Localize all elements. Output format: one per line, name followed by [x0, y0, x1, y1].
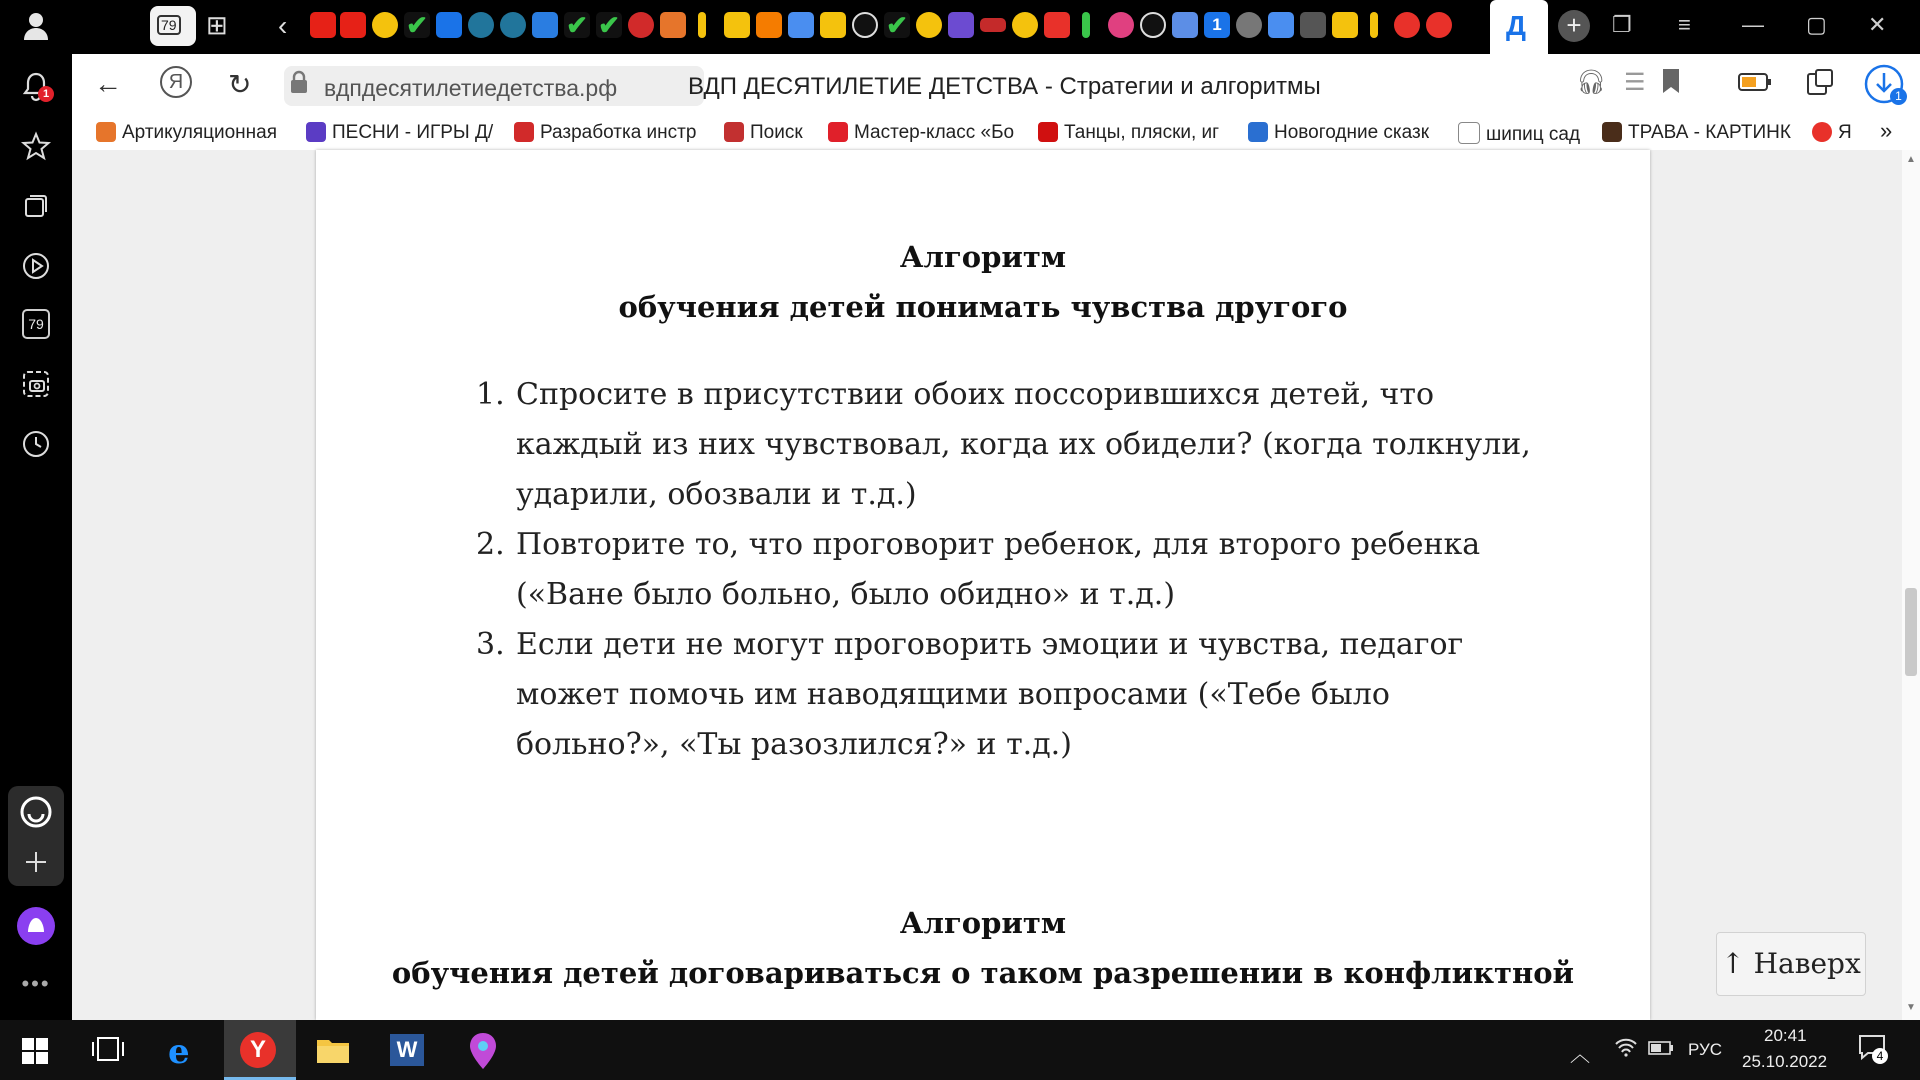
page-viewport [72, 150, 1916, 1020]
add-panel-plus-icon[interactable] [14, 840, 58, 884]
tab-wordpress-icon[interactable] [468, 12, 494, 38]
minimize-icon[interactable]: — [1742, 12, 1764, 37]
bookmark-item[interactable]: Артикуляционная [96, 122, 296, 144]
reload-icon[interactable]: ↻ [228, 69, 252, 100]
bookmark-item[interactable]: Мастер-класс «Бо [828, 122, 1016, 144]
bookmark-item[interactable]: Танцы, пляски, иг [1038, 122, 1226, 144]
word-app-icon[interactable]: W [390, 1034, 424, 1066]
bookmark-favicon-icon [1602, 122, 1622, 142]
tab-t-icon[interactable] [852, 12, 878, 38]
tab-youtube-icon[interactable] [340, 12, 366, 38]
clock-date[interactable]: 25.10.2022 [1742, 1052, 1828, 1071]
list-item: 2. Повторите то, что проговорит ребенок, для второго ребенка («Ване было больно, было обидно» и т.д.) [476, 527, 1481, 612]
bookmark-favicon-icon [828, 122, 848, 142]
bookmark-item[interactable]: Я [1812, 122, 1860, 144]
tab-check-icon[interactable]: ✔ [564, 12, 590, 38]
new-tab-group-icon[interactable]: ⊞ [206, 10, 228, 40]
tab-pizza-icon[interactable] [660, 12, 686, 38]
tab-flower-icon[interactable] [1108, 12, 1134, 38]
edge-browser-icon[interactable]: e [168, 1032, 190, 1072]
list-item: 1. Спросите в присутствии обоих поссорившихся детей, что каждый из них чувствовал, когда их обидели? (когда толкнули, ударили, обозвали и т.д.) [476, 377, 1531, 512]
bookmark-favicon-icon [514, 122, 534, 142]
lock-icon[interactable] [290, 70, 308, 100]
bookmark-item[interactable]: ТРАВА - КАРТИНК [1602, 122, 1782, 144]
tab-info-icon[interactable] [698, 12, 706, 38]
tray-chevron-up-icon[interactable]: ︿ [1570, 1044, 1590, 1066]
tab-wave-icon[interactable] [532, 12, 558, 38]
tab-image-icon[interactable] [724, 12, 750, 38]
tab-calendar-icon[interactable] [1044, 12, 1070, 38]
notifications-bell-icon[interactable] [14, 64, 58, 108]
bookmarks-overflow-icon[interactable]: » [1880, 118, 1893, 143]
headphones-icon[interactable]: 🎧︎ [1576, 69, 1607, 96]
maximize-icon[interactable]: ▢ [1806, 12, 1827, 37]
tab-t-icon[interactable] [1140, 12, 1166, 38]
article-sheet [316, 150, 1650, 1020]
bookmark-favicon-icon [306, 122, 326, 142]
algorithm-steps-list [476, 370, 1536, 770]
file-explorer-folder-icon[interactable] [316, 1036, 350, 1072]
new-tab-plus-icon[interactable]: + [1558, 10, 1590, 42]
tab-check-icon[interactable]: ✔ [404, 12, 430, 38]
tabs-counter-icon[interactable]: 79 [14, 302, 58, 346]
close-window-icon[interactable]: ✕ [1868, 12, 1887, 37]
video-play-icon[interactable] [14, 244, 58, 288]
bookmark-favicon-icon [724, 122, 744, 142]
window-tabs-icon[interactable]: ❐ [1612, 12, 1632, 37]
tab-image-icon[interactable] [1332, 12, 1358, 38]
alice-loop-icon[interactable] [14, 790, 58, 834]
bookmarks-bar [72, 118, 1920, 150]
wifi-icon[interactable] [1614, 1036, 1638, 1063]
screenshot-camera-icon[interactable] [14, 362, 58, 406]
tab-number-one-icon[interactable]: 1 [1204, 12, 1230, 38]
scroll-down-arrow-icon[interactable]: ▼ [1906, 1002, 1916, 1013]
tab-strip [72, 0, 1920, 54]
bookmark-item[interactable]: ПЕСНИ - ИГРЫ Д/ [306, 122, 474, 144]
alice-assistant-icon[interactable] [14, 904, 58, 948]
tab-image-icon[interactable] [820, 12, 846, 38]
tab-yandex-icon[interactable] [1426, 12, 1452, 38]
tab-chat-icon[interactable] [1236, 12, 1262, 38]
menu-hamburger-icon[interactable]: ≡ [1678, 12, 1691, 37]
collections-icon[interactable] [14, 184, 58, 228]
scroll-up-arrow-icon[interactable]: ▲ [1906, 154, 1916, 165]
history-clock-icon[interactable] [14, 422, 58, 466]
keyboard-language[interactable]: РУС [1688, 1040, 1723, 1059]
tab-shield-icon[interactable] [436, 12, 462, 38]
tab-wave-icon[interactable] [788, 12, 814, 38]
scrollbar-thumb[interactable] [1905, 588, 1917, 676]
extensions-icon[interactable] [1806, 68, 1834, 103]
tab-apple-icon[interactable] [628, 12, 654, 38]
maps-pin-icon[interactable] [468, 1032, 498, 1068]
address-bar [72, 54, 1920, 118]
tab-yandex-icon[interactable] [1394, 12, 1420, 38]
page-title: ВДП ДЕСЯТИЛЕТИЕ ДЕТСТВА - Стратегии и алгоритмы [688, 73, 1321, 100]
tab-check-icon[interactable]: ✔ [596, 12, 622, 38]
list-item: 3. Если дети не могут проговорить эмоции и чувства, педагог может помочь им наводящими вопросами («Тебе было больно?», «Ты разозлился?» и т.д.) [476, 627, 1464, 762]
reader-mode-icon[interactable]: ☰ [1624, 69, 1646, 96]
yandex-logo-icon[interactable]: Я [160, 66, 192, 98]
tabs-scroll-left-icon[interactable]: ‹ [278, 10, 288, 41]
heading-1-line-2: обучения детей понимать чувства другого [618, 290, 1348, 324]
profile-icon[interactable] [14, 4, 58, 48]
windows-taskbar [0, 1020, 1920, 1080]
tab-blogger-icon[interactable] [756, 12, 782, 38]
windows-start-icon[interactable] [22, 1038, 48, 1074]
vertical-scrollbar[interactable] [1902, 150, 1920, 1020]
tab-info-icon[interactable] [1082, 12, 1090, 38]
battery-saver-icon[interactable] [1738, 68, 1772, 100]
battery-icon[interactable] [1648, 1040, 1674, 1061]
back-arrow-icon[interactable]: ← [94, 68, 122, 99]
bookmark-ribbon-icon[interactable] [1662, 68, 1680, 101]
bookmark-item[interactable]: шипиц сад [1458, 122, 1586, 146]
tab-wave-icon[interactable] [1268, 12, 1294, 38]
tab-mountain-icon[interactable] [1300, 12, 1326, 38]
favorites-star-icon[interactable] [14, 124, 58, 168]
bookmark-favicon-icon [96, 122, 116, 142]
tab-mail-icon[interactable] [1172, 12, 1198, 38]
tab-youtube-icon[interactable] [310, 12, 336, 38]
tab-info-icon[interactable] [1370, 12, 1378, 38]
clock-time[interactable]: 20:41 [1764, 1026, 1807, 1045]
bookmark-favicon-icon [1248, 122, 1268, 142]
bookmark-item[interactable]: Новогодние сказк [1248, 122, 1438, 144]
task-view-icon[interactable] [92, 1036, 124, 1072]
action-center-icon[interactable] [1858, 1034, 1886, 1065]
bookmark-favicon-icon [1038, 122, 1058, 142]
scroll-to-top-button[interactable]: ↑ Наверх [1716, 932, 1866, 996]
notifications-badge: 1 [38, 86, 54, 102]
url-text[interactable]: вдпдесятилетиедетства.рф [324, 75, 618, 101]
more-dots-icon[interactable]: ••• [21, 971, 51, 996]
tab-person-icon[interactable] [948, 12, 974, 38]
tab-home[interactable]: 79 [150, 6, 196, 46]
heading-1-line-1: Алгоритм [899, 240, 1067, 274]
bookmark-favicon-icon [1812, 122, 1832, 142]
bookmark-item[interactable]: Поиск [724, 122, 824, 144]
tab-car-icon[interactable] [980, 18, 1006, 32]
tab-check-icon[interactable]: ✔ [884, 12, 910, 38]
downloads-icon[interactable] [1864, 64, 1904, 111]
tab-wordpress-icon[interactable] [500, 12, 526, 38]
tab-play-icon[interactable] [916, 12, 942, 38]
tab-play-icon[interactable] [372, 12, 398, 38]
tab-play-icon[interactable] [1012, 12, 1038, 38]
yandex-browser-icon[interactable]: Y [240, 1032, 276, 1068]
bookmark-favicon-icon [1458, 122, 1480, 144]
bookmark-item[interactable]: Разработка инстр [514, 122, 706, 144]
notification-count-badge: 4 [1872, 1048, 1888, 1064]
heading-2-line-1: Алгоритм [899, 906, 1067, 940]
heading-2-line-2: обучения детей договариваться о таком разрешении в конфликтной [391, 956, 1575, 990]
browser-sidebar [0, 0, 72, 1020]
downloads-badge: 1 [1890, 88, 1907, 105]
tab-active[interactable]: Д [1490, 0, 1548, 54]
